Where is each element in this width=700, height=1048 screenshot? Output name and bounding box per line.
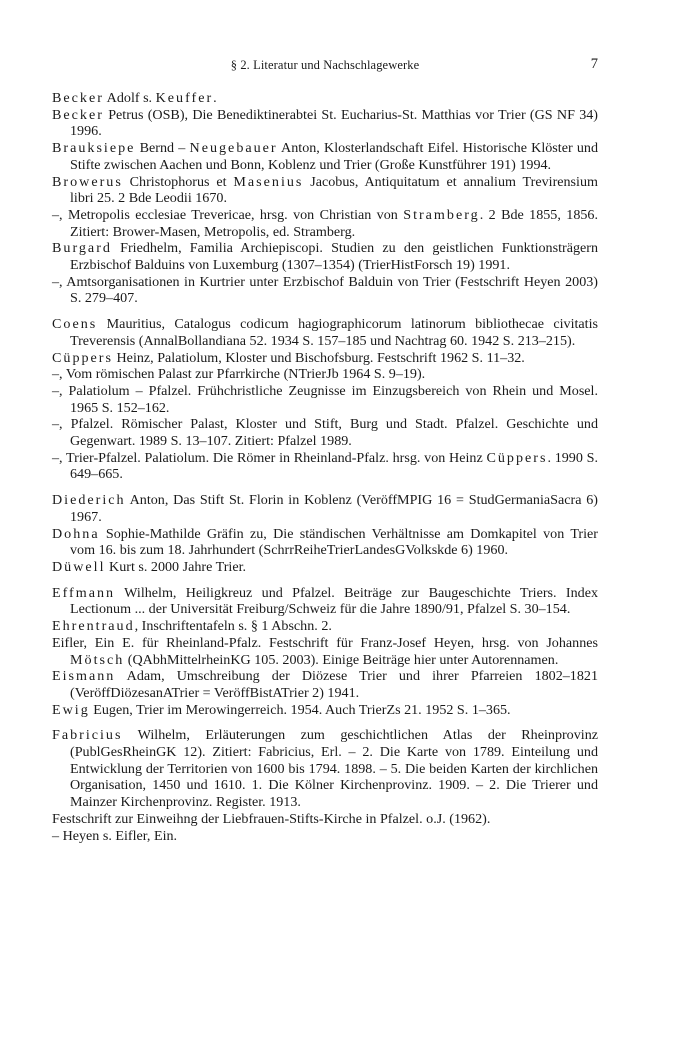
bibliography-entry [52,90,598,107]
entry-text: –, Pfalzel. Römischer Palast, Kloster und Stift, Burg und Stadt. Pfalzel. Geschichte und Gegenwart. 1989 S. 13–107. Zitiert: Pfalzel 1989. [52,416,598,450]
entry-text: Festschrift zur Einweihng der Liebfrauen-Stifts-Kirche in Pfalzel. o.J. (1962). [52,810,491,827]
bibliography-entry [52,635,598,668]
entry-text: , Inschriftentafeln s. § 1 Abschn. 2. [134,618,332,635]
spaced-author-name: Brauksiepe [52,140,136,157]
entry-text: . 2 Bde 1855, 1856. Zitiert: Brower-Masen, Metropolis, ed. Stramberg. [70,206,598,240]
bibliography-group [52,316,598,483]
entry-text: –, Vom römischen Palast zur Pfarrkirche (NTrierJb 1964 S. 9–19). [52,366,426,383]
bibliography-entry [52,207,598,240]
spaced-author-name: Fabricius [52,727,123,744]
entry-text: Mauritius, Catalogus codicum hagiographicorum latinorum bibliothecae civitatis Treverensis (AnnalBollandiana 52. 1934 S. 157–185 und Nachtrag 60. 1942 S. 213–215). [70,316,598,349]
bibliography-entry [52,416,598,449]
bibliography-entry [52,174,598,207]
bibliography-group [52,90,598,307]
bibliography-entry [52,366,598,383]
bibliography-entry [52,526,598,559]
bibliography-entry [52,668,598,701]
spaced-author-name: Browerus [52,173,123,190]
spaced-author-name: Mötsch [70,651,125,668]
spaced-author-name: Cüppers [486,449,548,466]
bibliography-entry [52,107,598,140]
spaced-author-name: Stramberg [403,206,480,223]
spaced-author-name: Cüppers [52,349,113,366]
bibliography-entry [52,559,598,576]
spaced-author-name: Düwell [52,558,106,575]
entry-text: (QAbhMittelrheinKG 105. 2003). Einige Beiträge hier unter Autorennamen. [124,651,559,668]
running-head: § 2. Literatur und Nachschlagewerke [230,58,420,72]
spaced-author-name: Keuffer [155,90,214,106]
entry-text: –, Amtsorganisationen in Kurtrier unter Erzbischof Balduin von Trier (Festschrift Heyen 2003) S. 279–407. [52,273,598,307]
bibliography-list [52,90,598,853]
page-number: 7 [590,56,598,72]
bibliography-entry [52,450,598,483]
bibliography-entry [52,240,598,273]
bibliography-entry [52,811,598,828]
entry-text: – Heyen s. Eifler, Ein. [52,827,178,844]
entry-text: Anton, Klosterlandschaft Eifel. Historische Klöster und Stifte zwischen Aachen und Bonn, Koblenz und Trier (Große Kunstführer 191) 1994. [70,140,599,173]
spaced-author-name: Ewig [52,701,90,718]
spaced-author-name: Neugebauer [189,140,278,157]
entry-text: . 1990 S. 649–665. [70,449,598,483]
bibliography-entry [52,702,598,719]
entry-text: . [213,90,217,106]
entry-text: Sophie-Mathilde Gräfin zu, Die ständischen Verhältnisse am Domkapitel von Trier vom 16. bis zum 18. Jahrhundert (SchrrReiheTrierLandesGVolkskde 6) 1960. [70,525,598,559]
spaced-author-name: Coens [52,316,98,333]
entry-text: Petrus (OSB), Die Benediktinerabtei St. Eucharius-St. Matthias vor Trier (GS NF 34) 1996. [70,106,598,140]
entry-text: Kurt s. 2000 Jahre Trier. [105,558,247,575]
entry-text: Eifler, Ein E. für Rheinland-Pfalz. Festschrift für Franz-Josef Heyen, hrsg. von Johannes [52,634,598,651]
spaced-author-name: Effmann [52,584,116,601]
entry-text: Adolf s. [103,90,156,106]
entry-text: Jacobus, Antiquitatum et annalium Trevirensium libri 25. 2 Bde Leodii 1670. [70,173,598,207]
bibliography-group [52,727,598,844]
bibliography-group [52,585,598,719]
entry-text: –, Palatiolum – Pfalzel. Frühchristliche Zeugnisse im Einzugsbereich von Rhein und Mosel. 1965 S. 152–162. [52,382,598,416]
bibliography-entry [52,618,598,635]
spaced-author-name: Becker [52,106,104,123]
entry-text: Friedhelm, Familia Archiepiscopi. Studien zu den geistlichen Funktionsträgern Erzbischof Balduins von Luxemburg (1307–1354) (TrierHistForsch 19) 1991. [70,240,598,274]
spaced-author-name: Ehrentraud [52,618,135,635]
spaced-author-name: Eismann [52,668,116,685]
entry-text: –, Trier-Pfalzel. Palatiolum. Die Römer in Rheinland-Pfalz. hrsg. von Heinz [52,449,487,466]
entry-text: Christophorus et [122,173,234,190]
spaced-author-name: Burgard [52,240,112,257]
bibliography-group [52,492,598,576]
spaced-author-name: Dohna [52,525,100,542]
entry-text: Bernd – [135,140,190,157]
bibliography-entry [52,828,598,845]
entry-text: Adam, Umschreibung der Diözese Trier und ihrer Pfarreien 1802–1821 (VeröffDiözesanATrier = VeröffBistATrier 2) 1941. [70,668,598,701]
bibliography-entry [52,274,598,307]
bibliography-entry [52,492,598,525]
bibliography-entry [52,140,598,173]
entry-text: –, Metropolis ecclesiae Trevericae, hrsg. von Christian von [52,206,404,223]
bibliography-entry [52,383,598,416]
bibliography-entry [52,727,598,811]
entry-text: Eugen, Trier im Merowingerreich. 1954. Auch TrierZs 21. 1952 S. 1–365. [89,701,511,718]
entry-text: Wilhelm, Erläuterungen zum geschichtlichen Atlas der Rheinprovinz (PublGesRheinGK 12). Zitiert: Fabricius, Erl. – 2. Die Karte von 1789. Einteilung und Entwicklung der Territorien von 1600 bis 1794. 1898. – 5. Die beiden Karten der kirchlichen Organisation, 1450 und 1610. 1. Die Kölner Kirchenprovinz. 1909. – 2. Die Trierer und Mainzer Kirchenprovinz. Register. 1913. [70,727,598,811]
entry-text: Anton, Das Stift St. Florin in Koblenz (VeröffMPIG 16 = StudGermaniaSacra 6) 1967. [70,492,598,525]
bibliography-entry [52,585,598,618]
bibliography-entry [52,316,598,349]
spaced-author-name: Diederich [52,492,126,509]
entry-text: Heinz, Palatiolum, Kloster und Bischofsburg. Festschrift 1962 S. 11–32. [112,349,525,366]
page-header [52,56,598,76]
spaced-author-name: Masenius [233,173,304,190]
spaced-author-name: Becker [52,90,104,106]
bibliography-entry [52,350,598,367]
entry-text: Wilhelm, Heiligkreuz und Pfalzel. Beiträge zur Baugeschichte Triers. Index Lectionum ... der Universität Freiburg/Schweiz für die Jahre 1890/91, Pfalzel S. 30–154. [70,584,598,618]
